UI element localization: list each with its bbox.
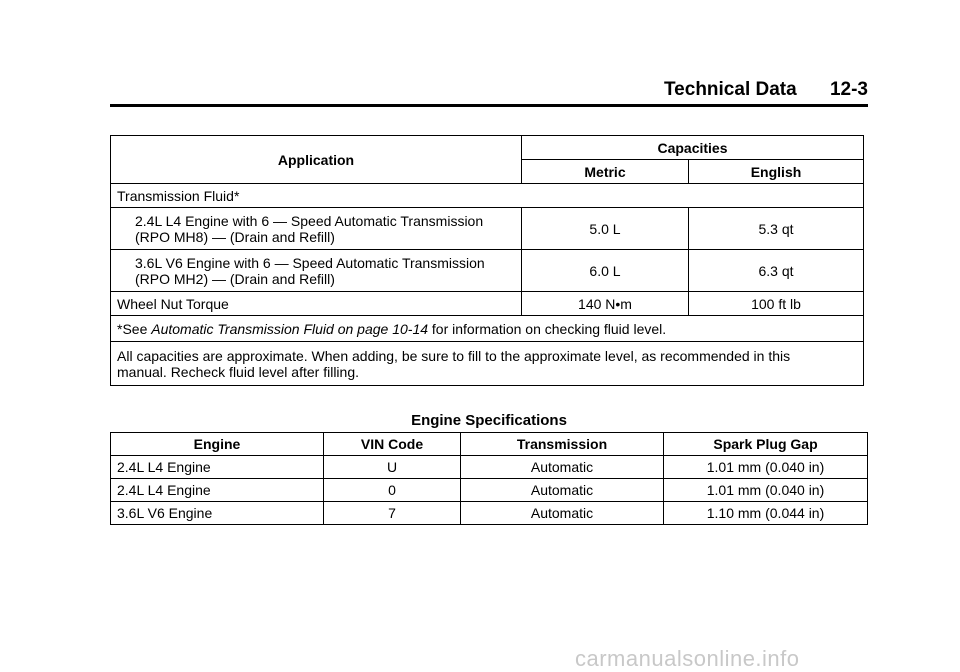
application-line: 2.4L L4 Engine with 6 — Speed Automatic Transmission	[135, 212, 484, 229]
transmission-cell: Automatic	[461, 479, 664, 502]
section-label: Transmission Fluid*	[111, 184, 864, 208]
transmission-cell: Automatic	[461, 502, 664, 525]
engine-cell: 2.4L L4 Engine	[111, 456, 324, 479]
metric-value: 6.0 L	[522, 250, 689, 292]
application-line: 3.6L V6 Engine with 6 — Speed Automatic Transmission	[135, 254, 485, 271]
application-cell	[111, 208, 522, 250]
col-metric: Metric	[522, 160, 689, 184]
gap-cell: 1.01 mm (0.040 in)	[664, 456, 868, 479]
table-row	[111, 292, 864, 316]
page-header	[110, 78, 868, 102]
english-value: 5.3 qt	[689, 208, 864, 250]
capacities-table	[110, 135, 864, 386]
engine-specs-title: Engine Specifications	[411, 412, 567, 429]
note-line: manual. Recheck fluid level after filling.	[117, 363, 360, 380]
vin-cell: 0	[324, 479, 461, 502]
footnote-suffix: for information on checking fluid level.	[428, 320, 667, 337]
table-row	[111, 250, 864, 292]
gap-cell: 1.10 mm (0.044 in)	[664, 502, 868, 525]
application-cell	[111, 250, 522, 292]
col-english: English	[689, 160, 864, 184]
note-line: All capacities are approximate. When adding, be sure to fill to the approximate level, as recommended in this	[117, 347, 791, 364]
torque-english: 100 ft lb	[689, 292, 864, 316]
application-line: (RPO MH2) — (Drain and Refill)	[135, 270, 335, 287]
watermark: carmanualsonline.info	[575, 646, 800, 671]
col-engine: Engine	[111, 433, 324, 456]
metric-value: 5.0 L	[522, 208, 689, 250]
footnote	[111, 316, 864, 342]
table-row	[111, 456, 868, 479]
capacity-note	[111, 342, 864, 386]
table-row	[111, 502, 868, 525]
table-row	[111, 479, 868, 502]
col-transmission: Transmission	[461, 433, 664, 456]
section-title: Technical Data	[663, 79, 797, 100]
english-value: 6.3 qt	[689, 250, 864, 292]
col-vin-code: VIN Code	[324, 433, 461, 456]
application-line: (RPO MH8) — (Drain and Refill)	[135, 228, 335, 245]
header-rule	[110, 104, 868, 107]
torque-metric: 140 N•m	[522, 292, 689, 316]
vin-cell: 7	[324, 502, 461, 525]
engine-specs-table	[110, 432, 868, 525]
transmission-cell: Automatic	[461, 456, 664, 479]
page-number: 12-3	[829, 79, 868, 100]
col-application: Application	[111, 136, 522, 184]
vin-cell: U	[324, 456, 461, 479]
footnote-prefix: *See	[117, 320, 152, 337]
footnote-reference[interactable]: Automatic Transmission Fluid on page 10-14	[151, 320, 429, 337]
gap-cell: 1.01 mm (0.040 in)	[664, 479, 868, 502]
header-row	[111, 433, 868, 456]
torque-label: Wheel Nut Torque	[111, 292, 522, 316]
engine-cell: 2.4L L4 Engine	[111, 479, 324, 502]
table-row	[111, 208, 864, 250]
col-spark-plug-gap: Spark Plug Gap	[664, 433, 868, 456]
col-capacities: Capacities	[522, 136, 864, 160]
engine-cell: 3.6L V6 Engine	[111, 502, 324, 525]
